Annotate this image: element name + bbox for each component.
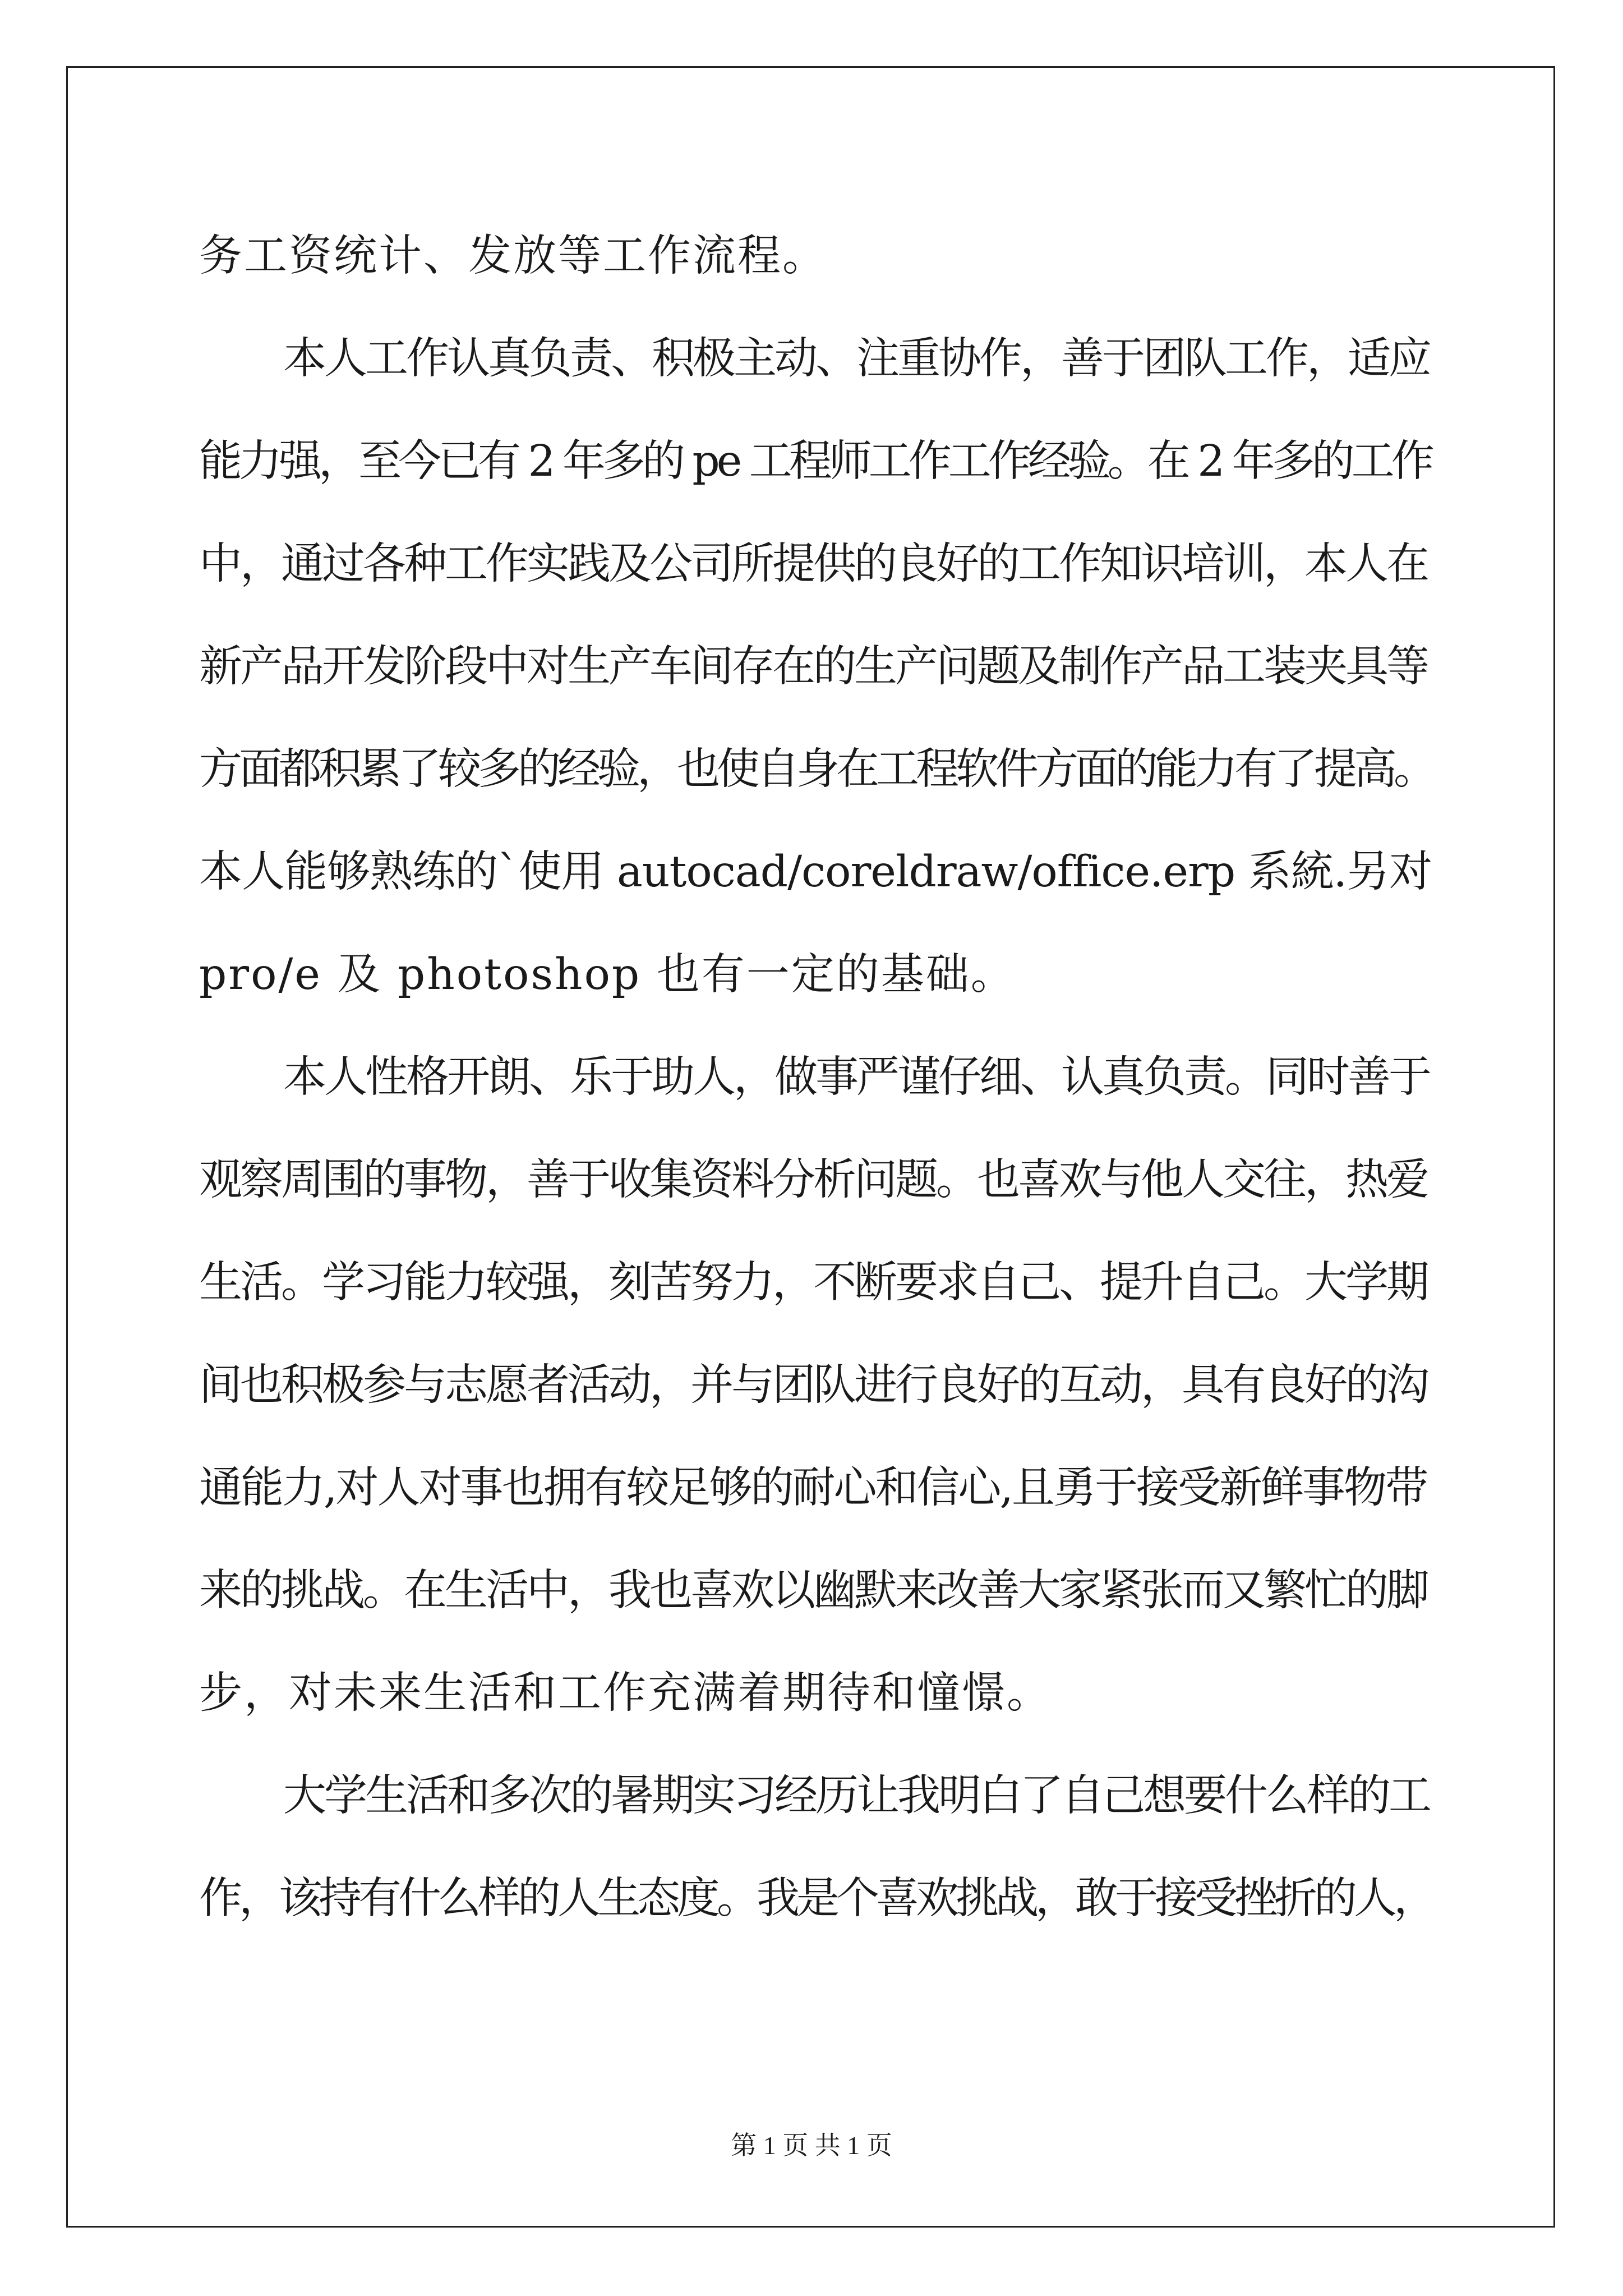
paragraph-first-line: 本人性格开朗、乐于助人，做事严谨仔细、认真负责。同时善于	[283, 1052, 1430, 1102]
text-line: 方面都积累了较多的经验，也使自身在工程软件方面的能力有了提高。	[199, 744, 1433, 794]
text-line: 本人能够熟练的`使用 autocad/coreldraw/office.erp 系統.另对	[199, 847, 1432, 897]
paragraph-first-line: 本人工作认真负责、积极主动、注重协作，善于团队工作，适应	[283, 334, 1430, 384]
text-line: 步，对未来生活和工作充满着期待和憧憬。	[199, 1668, 1052, 1718]
paragraph-first-line: 大学生活和多次的暑期实习经历让我明白了自己想要什么样的工	[283, 1771, 1430, 1821]
text-line: 观察周围的事物，善于收集资料分析问题。也喜欢与他人交往，热爱	[199, 1155, 1427, 1205]
text-line: 间也积极参与志愿者活动，并与团队进行良好的互动，具有良好的沟	[199, 1360, 1427, 1410]
text-line: 新产品开发阶段中对生产车间存在的生产问题及制作产品工装夹具等	[199, 642, 1427, 692]
text-line: 能力强，至今已有 2 年多的 pe 工程师工作工作经验。在 2 年多的工作	[199, 436, 1431, 486]
text-line: 生活。学习能力较强，刻苦努力，不断要求自己、提升自己。大学期	[199, 1258, 1427, 1308]
text-line: 务工资统计、发放等工作流程。	[199, 231, 827, 281]
text-line: 中，通过各种工作实践及公司所提供的良好的工作知识培训，本人在	[199, 539, 1427, 589]
text-line: 来的挑战。在生活中，我也喜欢以幽默来改善大家紧张而又繁忙的脚	[199, 1566, 1427, 1616]
text-line: 通能力,对人对事也拥有较足够的耐心和信心,且勇于接受新鲜事物带	[199, 1463, 1427, 1513]
page-number-footer: 第 1 页 共 1 页	[731, 2131, 892, 2160]
text-line: pro/e 及 photoshop 也有一定的基础。	[199, 950, 1016, 1000]
document-body	[199, 205, 1433, 1950]
text-line: 作，该持有什么样的人生态度。我是个喜欢挑战，敢于接受挫折的人，	[199, 1874, 1433, 1924]
